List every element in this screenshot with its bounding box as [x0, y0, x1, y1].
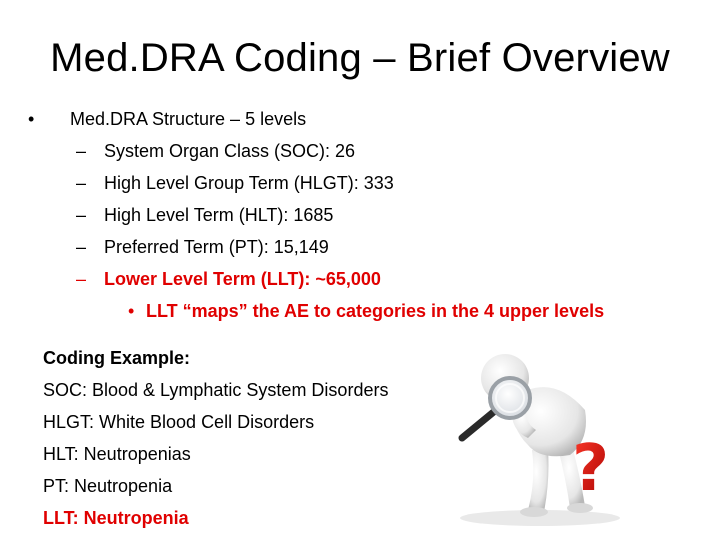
coding-example [43, 342, 388, 534]
level-label: High Level Group Term (HLGT): 333 [104, 173, 394, 193]
bullet-dot-icon: • [128, 301, 135, 321]
example-line-llt: LLT: Neutropenia [43, 508, 189, 528]
person-with-magnifying-glass-question-mark-icon [440, 330, 640, 530]
bullet-dot-icon: • [28, 109, 35, 129]
example-line-pt: PT: Neutropenia [43, 476, 173, 496]
level-label-llt: Lower Level Term (LLT): ~65,000 [104, 269, 381, 289]
llt-note: LLT “maps” the AE to categories in the 4 upper levels [146, 301, 605, 321]
dash-icon: – [76, 237, 87, 257]
level-label: Preferred Term (PT): 15,149 [104, 237, 329, 257]
example-line-hlgt: HLGT: White Blood Cell Disorders [43, 412, 315, 432]
example-heading: Coding Example: [43, 348, 191, 368]
level-label: High Level Term (HLT): 1685 [104, 205, 334, 225]
example-line-hlt: HLT: Neutropenias [43, 444, 191, 464]
level-label: System Organ Class (SOC): 26 [104, 141, 356, 161]
example-line-soc: SOC: Blood & Lymphatic System Disorders [43, 380, 389, 400]
dash-icon: – [76, 173, 87, 193]
dash-icon: – [76, 141, 87, 161]
dash-icon: – [76, 205, 87, 225]
dash-icon: – [76, 269, 87, 289]
slide-title: Med.DRA Coding – Brief Overview [50, 36, 670, 80]
structure-heading: Med.DRA Structure – 5 levels [70, 109, 307, 129]
svg-text:?: ? [572, 432, 610, 506]
